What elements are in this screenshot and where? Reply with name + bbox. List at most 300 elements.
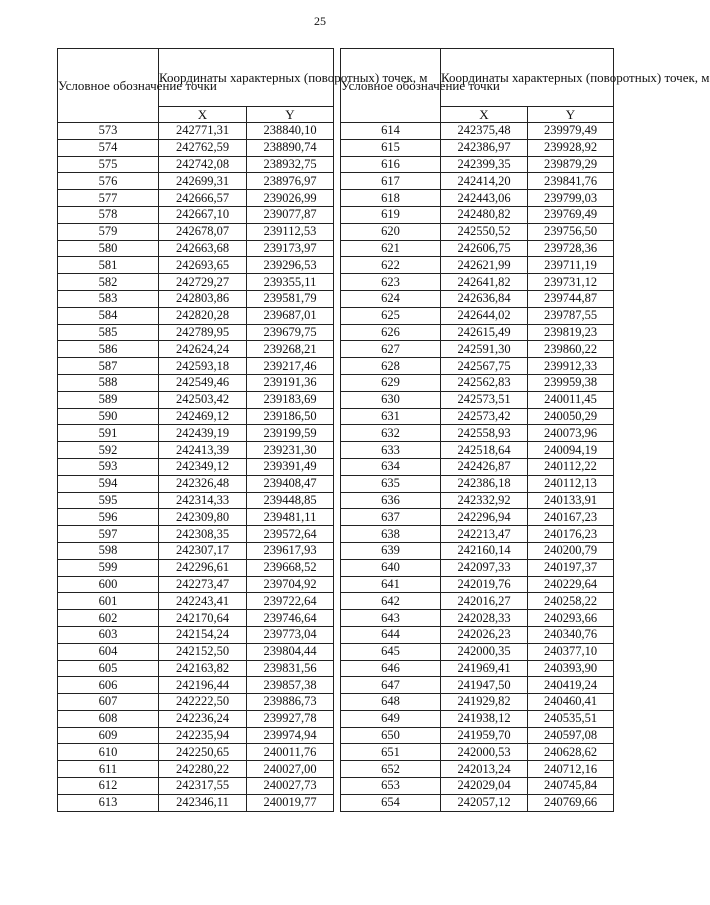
table-row: [341, 526, 614, 543]
table-row: [58, 374, 334, 391]
point-cell: 653: [341, 778, 441, 795]
table-row: [341, 626, 614, 643]
table-row: [58, 324, 334, 341]
y-cell: 239704,92: [247, 576, 334, 593]
point-cell: 625: [341, 307, 441, 324]
table-row: [58, 458, 334, 475]
table-row: [58, 173, 334, 190]
x-cell: 242729,27: [159, 274, 247, 291]
point-cell: 607: [58, 694, 159, 711]
y-cell: 240027,00: [247, 761, 334, 778]
point-cell: 635: [341, 475, 441, 492]
table-row: [341, 123, 614, 140]
point-cell: 589: [58, 391, 159, 408]
y-cell: 239026,99: [247, 190, 334, 207]
x-cell: 242641,82: [441, 274, 528, 291]
table-row: [341, 139, 614, 156]
y-cell: 240293,66: [528, 610, 614, 627]
table-row: [58, 526, 334, 543]
y-cell: 239191,36: [247, 374, 334, 391]
point-cell: 579: [58, 223, 159, 240]
y-cell: 239841,76: [528, 173, 614, 190]
table-row: [341, 307, 614, 324]
table-row: [58, 660, 334, 677]
table-row: [341, 341, 614, 358]
point-cell: 592: [58, 442, 159, 459]
table-body-right: [341, 123, 614, 812]
x-cell: 241929,82: [441, 694, 528, 711]
x-cell: 242803,86: [159, 290, 247, 307]
y-cell: 240011,45: [528, 391, 614, 408]
y-cell: 239448,85: [247, 492, 334, 509]
table-row: [341, 425, 614, 442]
y-cell: 240050,29: [528, 408, 614, 425]
x-cell: 242480,82: [441, 206, 528, 223]
x-cell: 242549,46: [159, 374, 247, 391]
x-cell: 242057,12: [441, 794, 528, 811]
point-cell: 576: [58, 173, 159, 190]
x-cell: 241938,12: [441, 710, 528, 727]
x-cell: 242346,11: [159, 794, 247, 811]
table-row: [341, 458, 614, 475]
x-cell: 242518,64: [441, 442, 528, 459]
y-cell: 239886,73: [247, 694, 334, 711]
y-cell: 240393,90: [528, 660, 614, 677]
x-cell: 242349,12: [159, 458, 247, 475]
x-cell: 242154,24: [159, 626, 247, 643]
y-cell: 240745,84: [528, 778, 614, 795]
header-x: X: [441, 107, 528, 123]
table-row: [58, 341, 334, 358]
x-cell: 242000,53: [441, 744, 528, 761]
y-cell: 240112,13: [528, 475, 614, 492]
y-cell: 239231,30: [247, 442, 334, 459]
x-cell: 242196,44: [159, 677, 247, 694]
point-cell: 642: [341, 593, 441, 610]
y-cell: 239746,64: [247, 610, 334, 627]
y-cell: 239831,56: [247, 660, 334, 677]
header-point-designation: Условное обозначение точки: [58, 49, 159, 123]
table-row: [341, 223, 614, 240]
point-cell: 577: [58, 190, 159, 207]
table-row: [341, 660, 614, 677]
point-cell: 640: [341, 559, 441, 576]
table-row: [58, 744, 334, 761]
point-cell: 622: [341, 257, 441, 274]
y-cell: 239186,50: [247, 408, 334, 425]
table-row: [341, 727, 614, 744]
point-cell: 618: [341, 190, 441, 207]
y-cell: 240340,76: [528, 626, 614, 643]
y-cell: 240377,10: [528, 643, 614, 660]
point-cell: 616: [341, 156, 441, 173]
x-cell: 242693,65: [159, 257, 247, 274]
table-body-left: [58, 123, 334, 812]
y-cell: 239928,92: [528, 139, 614, 156]
x-cell: 242699,31: [159, 173, 247, 190]
table-row: [58, 727, 334, 744]
point-cell: 641: [341, 576, 441, 593]
table-row: [58, 677, 334, 694]
x-cell: 242314,33: [159, 492, 247, 509]
y-cell: 239668,52: [247, 559, 334, 576]
y-cell: 239799,03: [528, 190, 614, 207]
table-row: [58, 794, 334, 811]
point-cell: 637: [341, 509, 441, 526]
y-cell: 238976,97: [247, 173, 334, 190]
x-cell: 242503,42: [159, 391, 247, 408]
x-cell: 242426,87: [441, 458, 528, 475]
y-cell: 240073,96: [528, 425, 614, 442]
point-cell: 645: [341, 643, 441, 660]
y-cell: 239408,47: [247, 475, 334, 492]
point-cell: 650: [341, 727, 441, 744]
point-cell: 578: [58, 206, 159, 223]
y-cell: 239183,69: [247, 391, 334, 408]
point-cell: 598: [58, 542, 159, 559]
point-cell: 613: [58, 794, 159, 811]
point-cell: 631: [341, 408, 441, 425]
point-cell: 596: [58, 509, 159, 526]
y-cell: 239173,97: [247, 240, 334, 257]
x-cell: 242296,94: [441, 509, 528, 526]
table-row: [341, 290, 614, 307]
point-cell: 636: [341, 492, 441, 509]
coordinates-table-right: [340, 48, 710, 812]
point-cell: 591: [58, 425, 159, 442]
x-cell: 242326,48: [159, 475, 247, 492]
table-row: [341, 542, 614, 559]
x-cell: 242621,99: [441, 257, 528, 274]
x-cell: 242317,55: [159, 778, 247, 795]
table-row: [58, 425, 334, 442]
table-row: [341, 257, 614, 274]
point-cell: 649: [341, 710, 441, 727]
table-row: [58, 778, 334, 795]
point-cell: 594: [58, 475, 159, 492]
y-cell: 239731,12: [528, 274, 614, 291]
point-cell: 595: [58, 492, 159, 509]
table-row: [58, 123, 334, 140]
x-cell: 242624,24: [159, 341, 247, 358]
table-row: [341, 475, 614, 492]
x-cell: 242573,42: [441, 408, 528, 425]
table-row: [58, 694, 334, 711]
point-cell: 586: [58, 341, 159, 358]
point-cell: 632: [341, 425, 441, 442]
y-cell: 240769,66: [528, 794, 614, 811]
table-row: [58, 274, 334, 291]
point-cell: 634: [341, 458, 441, 475]
table-row: [341, 492, 614, 509]
x-cell: 242213,47: [441, 526, 528, 543]
y-cell: 240019,77: [247, 794, 334, 811]
y-cell: 239959,38: [528, 374, 614, 391]
x-cell: 242375,48: [441, 123, 528, 140]
x-cell: 242026,23: [441, 626, 528, 643]
table-row: [58, 257, 334, 274]
point-cell: 633: [341, 442, 441, 459]
point-cell: 573: [58, 123, 159, 140]
y-cell: 240112,22: [528, 458, 614, 475]
x-cell: 242280,22: [159, 761, 247, 778]
x-cell: 242558,93: [441, 425, 528, 442]
y-cell: 239617,93: [247, 542, 334, 559]
y-cell: 239974,94: [247, 727, 334, 744]
y-cell: 239927,78: [247, 710, 334, 727]
x-cell: 242308,35: [159, 526, 247, 543]
table-row: [58, 391, 334, 408]
x-cell: 242019,76: [441, 576, 528, 593]
x-cell: 242152,50: [159, 643, 247, 660]
y-cell: 238840,10: [247, 123, 334, 140]
point-cell: 590: [58, 408, 159, 425]
point-cell: 621: [341, 240, 441, 257]
point-cell: 600: [58, 576, 159, 593]
header-coordinates: Координаты характерных (поворотных) точек, м: [441, 49, 614, 107]
y-cell: 239572,64: [247, 526, 334, 543]
point-cell: 643: [341, 610, 441, 627]
table-row: [341, 408, 614, 425]
table-row: [341, 794, 614, 811]
y-cell: 240200,79: [528, 542, 614, 559]
point-cell: 612: [58, 778, 159, 795]
y-cell: 240176,23: [528, 526, 614, 543]
y-cell: 239773,04: [247, 626, 334, 643]
table-row: [341, 442, 614, 459]
x-cell: 242666,57: [159, 190, 247, 207]
x-cell: 242678,07: [159, 223, 247, 240]
table-row: [341, 324, 614, 341]
table-row: [58, 492, 334, 509]
y-cell: 240419,24: [528, 677, 614, 694]
y-cell: 239112,53: [247, 223, 334, 240]
point-cell: 604: [58, 643, 159, 660]
y-cell: 240011,76: [247, 744, 334, 761]
point-cell: 611: [58, 761, 159, 778]
table-row: [341, 694, 614, 711]
table-row: [341, 374, 614, 391]
x-cell: 242606,75: [441, 240, 528, 257]
table-row: [341, 509, 614, 526]
point-cell: 620: [341, 223, 441, 240]
x-cell: 242170,64: [159, 610, 247, 627]
x-cell: 242296,61: [159, 559, 247, 576]
point-cell: 601: [58, 593, 159, 610]
point-cell: 603: [58, 626, 159, 643]
x-cell: 242615,49: [441, 324, 528, 341]
x-cell: 242163,82: [159, 660, 247, 677]
y-cell: 239879,29: [528, 156, 614, 173]
x-cell: 242663,68: [159, 240, 247, 257]
point-cell: 602: [58, 610, 159, 627]
point-cell: 614: [341, 123, 441, 140]
x-cell: 242309,80: [159, 509, 247, 526]
table-row: [341, 206, 614, 223]
x-cell: 242243,41: [159, 593, 247, 610]
y-cell: 240597,08: [528, 727, 614, 744]
table-row: [58, 223, 334, 240]
table-row: [341, 190, 614, 207]
table-row: [58, 475, 334, 492]
table-row: [58, 626, 334, 643]
point-cell: 624: [341, 290, 441, 307]
y-cell: 239217,46: [247, 358, 334, 375]
x-cell: 242762,59: [159, 139, 247, 156]
y-cell: 240229,64: [528, 576, 614, 593]
x-cell: 242469,12: [159, 408, 247, 425]
point-cell: 639: [341, 542, 441, 559]
point-cell: 652: [341, 761, 441, 778]
table-row: [341, 274, 614, 291]
y-cell: 239355,11: [247, 274, 334, 291]
table-row: [58, 156, 334, 173]
y-cell: 240133,91: [528, 492, 614, 509]
x-cell: 242235,94: [159, 727, 247, 744]
y-cell: 239581,79: [247, 290, 334, 307]
table-row: [58, 610, 334, 627]
x-cell: 242550,52: [441, 223, 528, 240]
y-cell: 239979,49: [528, 123, 614, 140]
point-cell: 583: [58, 290, 159, 307]
x-cell: 242414,20: [441, 173, 528, 190]
table-row: [341, 576, 614, 593]
header-point-designation: Условное обозначение точки: [341, 49, 441, 123]
x-cell: 241959,70: [441, 727, 528, 744]
point-cell: 647: [341, 677, 441, 694]
table-row: [58, 290, 334, 307]
x-cell: 242567,75: [441, 358, 528, 375]
x-cell: 242573,51: [441, 391, 528, 408]
x-cell: 242097,33: [441, 559, 528, 576]
point-cell: 619: [341, 206, 441, 223]
header-y: Y: [528, 107, 614, 123]
table-row: [58, 509, 334, 526]
point-cell: 608: [58, 710, 159, 727]
y-cell: 239391,49: [247, 458, 334, 475]
point-cell: 615: [341, 139, 441, 156]
table-row: [341, 240, 614, 257]
x-cell: 241969,41: [441, 660, 528, 677]
table-row: [341, 761, 614, 778]
point-cell: 654: [341, 794, 441, 811]
table-row: [58, 240, 334, 257]
x-cell: 242443,06: [441, 190, 528, 207]
point-cell: 597: [58, 526, 159, 543]
x-cell: 242332,92: [441, 492, 528, 509]
table-row: [58, 307, 334, 324]
x-cell: 242386,18: [441, 475, 528, 492]
y-cell: 239804,44: [247, 643, 334, 660]
y-cell: 239857,38: [247, 677, 334, 694]
table-row: [58, 206, 334, 223]
y-cell: 239199,59: [247, 425, 334, 442]
table-row: [341, 391, 614, 408]
y-cell: 240027,73: [247, 778, 334, 795]
x-cell: 242636,84: [441, 290, 528, 307]
point-cell: 580: [58, 240, 159, 257]
header-x: X: [159, 107, 247, 123]
point-cell: 648: [341, 694, 441, 711]
table-row: [58, 643, 334, 660]
point-cell: 610: [58, 744, 159, 761]
y-cell: 238890,74: [247, 139, 334, 156]
table-row: [341, 643, 614, 660]
table-row: [341, 173, 614, 190]
point-cell: 617: [341, 173, 441, 190]
table-row: [341, 744, 614, 761]
y-cell: 239912,33: [528, 358, 614, 375]
table-row: [58, 542, 334, 559]
x-cell: 242160,14: [441, 542, 528, 559]
x-cell: 242591,30: [441, 341, 528, 358]
table-row: [58, 358, 334, 375]
y-cell: 240167,23: [528, 509, 614, 526]
x-cell: 242667,10: [159, 206, 247, 223]
y-cell: 239077,87: [247, 206, 334, 223]
point-cell: 593: [58, 458, 159, 475]
x-cell: 242789,95: [159, 324, 247, 341]
x-cell: 242644,02: [441, 307, 528, 324]
y-cell: 239679,75: [247, 324, 334, 341]
x-cell: 242000,35: [441, 643, 528, 660]
y-cell: 239819,23: [528, 324, 614, 341]
point-cell: 646: [341, 660, 441, 677]
y-cell: 240628,62: [528, 744, 614, 761]
y-cell: 239711,19: [528, 257, 614, 274]
point-cell: 581: [58, 257, 159, 274]
x-cell: 242439,19: [159, 425, 247, 442]
x-cell: 242413,39: [159, 442, 247, 459]
table-row: [58, 559, 334, 576]
y-cell: 239481,11: [247, 509, 334, 526]
point-cell: 605: [58, 660, 159, 677]
point-cell: 629: [341, 374, 441, 391]
table-row: [341, 710, 614, 727]
y-cell: 239268,21: [247, 341, 334, 358]
table-row: [341, 156, 614, 173]
x-cell: 242236,24: [159, 710, 247, 727]
table-row: [341, 677, 614, 694]
table-row: [341, 559, 614, 576]
x-cell: 241947,50: [441, 677, 528, 694]
x-cell: 242273,47: [159, 576, 247, 593]
x-cell: 242013,24: [441, 761, 528, 778]
x-cell: 242386,97: [441, 139, 528, 156]
x-cell: 242399,35: [441, 156, 528, 173]
y-cell: 240712,16: [528, 761, 614, 778]
x-cell: 242820,28: [159, 307, 247, 324]
x-cell: 242742,08: [159, 156, 247, 173]
y-cell: 238932,75: [247, 156, 334, 173]
table-row: [58, 442, 334, 459]
y-cell: 239860,22: [528, 341, 614, 358]
table-row: [58, 761, 334, 778]
table-row: [341, 593, 614, 610]
x-cell: 242029,04: [441, 778, 528, 795]
table-row: [341, 358, 614, 375]
y-cell: 240460,41: [528, 694, 614, 711]
y-cell: 239728,36: [528, 240, 614, 257]
y-cell: 239296,53: [247, 257, 334, 274]
x-cell: 242016,27: [441, 593, 528, 610]
x-cell: 242593,18: [159, 358, 247, 375]
y-cell: 240094,19: [528, 442, 614, 459]
point-cell: 584: [58, 307, 159, 324]
point-cell: 630: [341, 391, 441, 408]
header-y: Y: [247, 107, 334, 123]
header-coordinates: Координаты характерных (поворотных) точек, м: [159, 49, 334, 107]
